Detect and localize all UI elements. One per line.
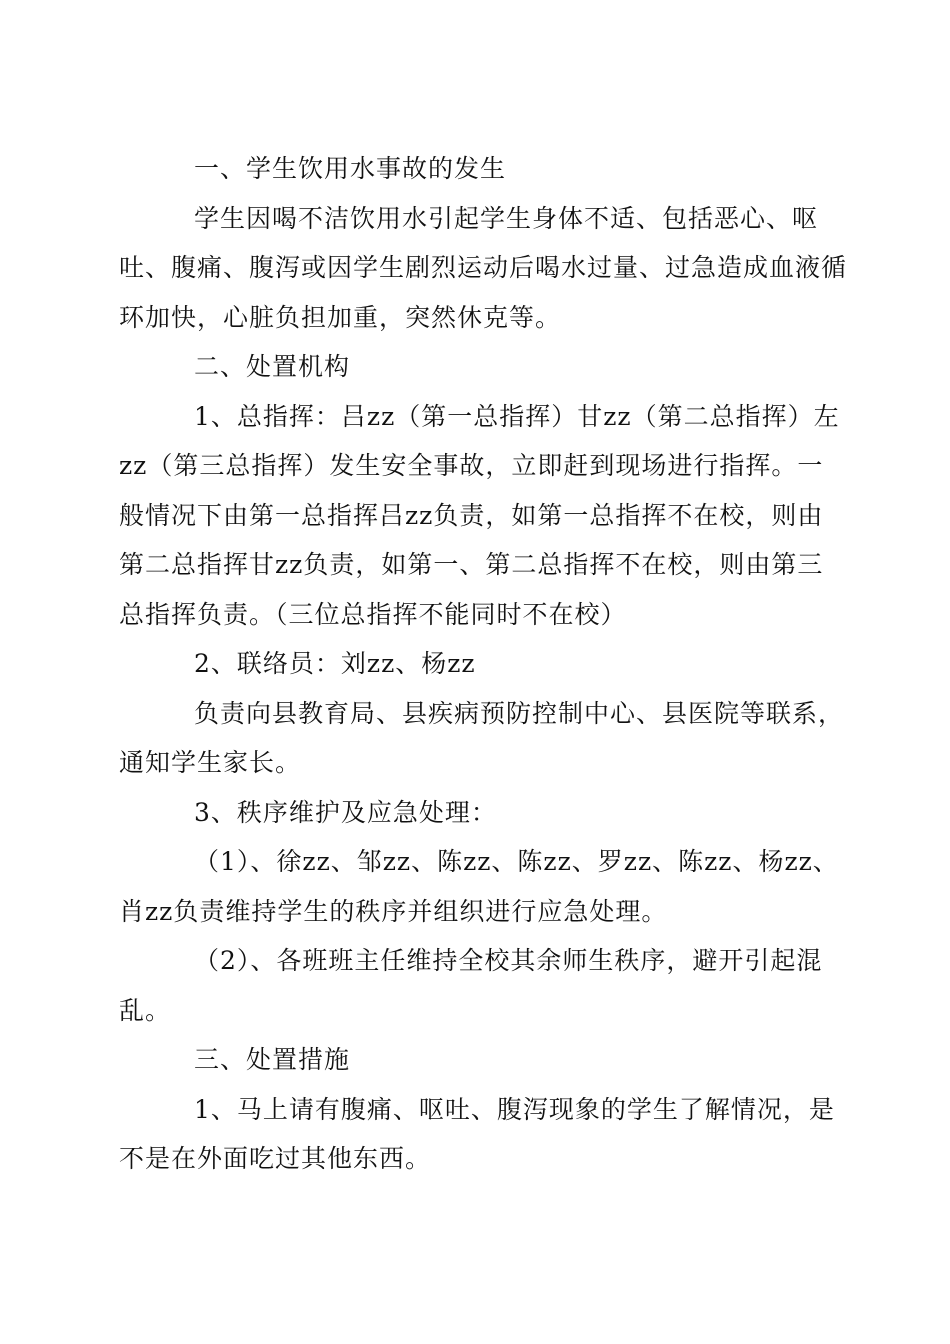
paragraph-commander: 1、总指挥：吕zz（第一总指挥）甘zz（第二总指挥）左zz（第三总指挥）发生安全事故，立即赶到现场进行指挥。一般情况下由第一总指挥吕zz负责，如第一总指挥不在校，则由第二总指挥甘zz负责，如第一、第二总指挥不在校，则由第三总指挥负责。（三位总指挥不能同时不在校） bbox=[119, 401, 840, 629]
section-heading-organization: 二、处置机构 bbox=[194, 352, 351, 381]
paragraph-incident-description: 学生因喝不洁饮用水引起学生身体不适、包括恶心、呕吐、腹痛、腹泻或因学生剧烈运动后喝水过量、过急造成血液循环加快，心脏负担加重，突然休克等。 bbox=[119, 203, 848, 332]
paragraph-liaison-duty: 负责向县教育局、县疾病预防控制中心、县医院等联系，通知学生家长。 bbox=[119, 698, 845, 777]
paragraph-order-item-2: （2）、各班班主任维持全校其余师生秩序，避开引起混乱。 bbox=[119, 946, 823, 1025]
document-body bbox=[119, 144, 849, 1184]
section-heading-measures: 三、处置措施 bbox=[194, 1045, 351, 1074]
paragraph-measure-1: 1、马上请有腹痛、呕吐、腹泻现象的学生了解情况，是不是在外面吃过其他东西。 bbox=[119, 1094, 835, 1173]
paragraph-order-item-1: （1）、徐zz、邹zz、陈zz、陈zz、罗zz、陈zz、杨zz、肖zz负责维持学生的秩序并组织进行应急处理。 bbox=[119, 847, 839, 926]
section-heading-incident: 一、学生饮用水事故的发生 bbox=[194, 154, 507, 183]
paragraph-liaison: 2、联络员：刘zz、杨zz bbox=[194, 649, 476, 678]
paragraph-order-maintenance: 3、秩序维护及应急处理： bbox=[194, 797, 497, 827]
